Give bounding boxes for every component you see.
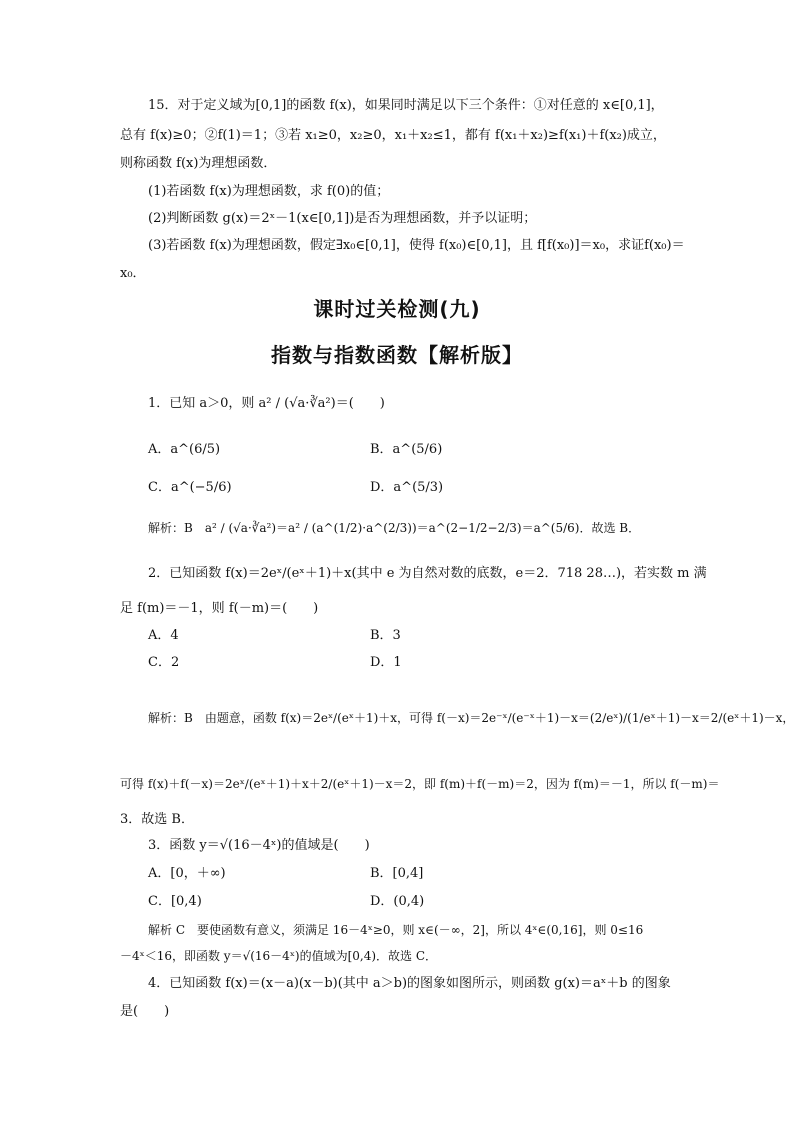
problem15-part1: (1)若函数 f(x)为理想函数，求 f(0)的值； [148, 184, 390, 199]
q2-stem-line1: 2．已知函数 f(x)＝2eˣ∕(eˣ＋1)＋x(其中 e 为自然对数的底数，e＝2．718 28…)，若实数 m 满 [148, 566, 707, 581]
q3-option-b: B．[0,4] [370, 866, 424, 881]
q2-analysis-line2: 可得 f(x)＋f(－x)＝2eˣ∕(eˣ＋1)＋x＋2∕(eˣ＋1)－x＝2，即 f(m)＋f(－m)＝2，因为 f(m)＝－1，所以 f(－m)＝ [120, 777, 720, 791]
q4-stem-line1: 4．已知函数 f(x)＝(x－a)(x－b)(其中 a＞b)的图象如图所示，则函数 g(x)＝aˣ＋b 的图象 [148, 976, 671, 991]
problem15-part3-line2: x₀． [120, 266, 146, 281]
q3-analysis-line1: 解析 C 要使函数有意义，须满足 16－4ˣ≥0，则 x∈(－∞，2]，所以 4ˣ∈(0,16]，则 0≤16 [148, 923, 644, 937]
q3-option-a: A．[0，＋∞) [148, 866, 226, 881]
q2-option-a: A．4 [148, 628, 179, 643]
q1-option-c: C．a^(−5/6) [148, 480, 232, 495]
problem15-part2: (2)判断函数 g(x)＝2ˣ－1(x∈[0,1])是否为理想函数，并予以证明； [148, 211, 537, 226]
q4-stem-line2: 是( ) [120, 1004, 170, 1019]
q2-option-d: D．1 [370, 655, 402, 670]
q2-option-b: B．3 [370, 628, 401, 643]
q3-stem: 3．函数 y＝√(16－4ˣ)的值域是( ) [148, 838, 370, 853]
q1-option-d: D．a^(5/3) [370, 480, 444, 495]
q3-analysis-line2: －4ˣ＜16，即函数 y＝√(16－4ˣ)的值域为[0,4)．故选 C． [120, 949, 438, 963]
q1-analysis: 解析：B a² ∕ (√a·∛a²)＝a² ∕ (a^(1/2)·a^(2/3))＝a^(2−1/2−2/3)＝a^(5/6)．故选 B． [148, 521, 641, 535]
problem15-line2: 总有 f(x)≥0；②f(1)＝1；③若 x₁≥0，x₂≥0，x₁＋x₂≤1，都有 f(x₁＋x₂)≥f(x₁)＋f(x₂)成立， [120, 128, 666, 143]
problem15-line1: 15．对于定义域为[0,1]的函数 f(x)，如果同时满足以下三个条件：①对任意的 x∈[0,1]， [148, 98, 664, 113]
q3-option-d: D．(0,4) [370, 894, 425, 909]
problem15-line3: 则称函数 f(x)为理想函数． [120, 156, 277, 171]
q3-option-c: C．[0,4) [148, 894, 202, 909]
q2-analysis-line1: 解析：B 由题意，函数 f(x)＝2eˣ∕(eˣ＋1)＋x，可得 f(－x)＝2e⁻ˣ∕(e⁻ˣ＋1)－x＝(2∕eˣ)∕(1∕eˣ＋1)－x＝2∕(eˣ＋1)－x， [148, 711, 794, 725]
q1-option-a: A．a^(6/5) [148, 442, 221, 457]
problem15-part3-line1: (3)若函数 f(x)为理想函数，假定∃x₀∈[0,1]，使得 f(x₀)∈[0,1]，且 f[f(x₀)]＝x₀，求证f(x₀)＝ [148, 238, 685, 253]
q2-analysis-line3: 3．故选 B． [120, 812, 194, 827]
q2-stem-line2: 足 f(m)＝－1，则 f(－m)＝( ) [120, 601, 319, 616]
q1-option-b: B．a^(5/6) [370, 442, 443, 457]
q1-stem: 1．已知 a＞0，则 a² ∕ (√a·∛a²)＝( ) [148, 396, 385, 411]
page-title: 课时过关检测(九) [313, 297, 481, 321]
page-subtitle: 指数与指数函数【解析版】 [271, 343, 523, 367]
q2-option-c: C．2 [148, 655, 180, 670]
